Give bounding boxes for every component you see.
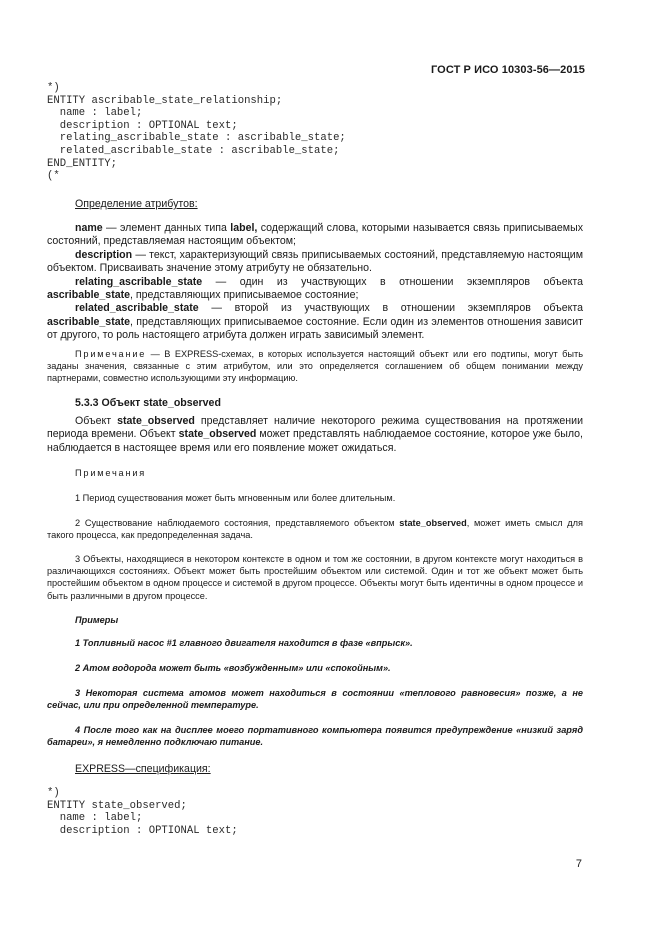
note-text: — В EXPRESS-схемах, в которых используется настоящий объект или его подтипы, могут быть заданы значения, связанные с этим атрибутом, или это определяется соглашением об общем понимании между партнерами, совместно использующими эту информацию.: [47, 349, 583, 384]
attribute-related-definition: related_ascribable_state — второй из участвующих в отношении экземпляров объекта ascribable_state, представляющих приписываемое состояние. Если один из элементов отношения зависит от другого, то роль настоящего атрибута должен играть зависимый элемент.: [47, 302, 583, 342]
attributes-definitions: [47, 222, 583, 343]
example-3: 3 Некоторая система атомов может находиться в состоянии «теплового равновесия» позже, а не сейчас, или при определенной температуре.: [47, 688, 583, 711]
note-label: Примечание: [75, 349, 147, 359]
express-code-block-bottom: *) ENTITY state_observed; name : label; description : OPTIONAL text;: [47, 787, 238, 837]
examples-label-block: [47, 614, 583, 626]
note-paragraph: [47, 348, 583, 385]
example-4: 4 После того как на дисплее моего портативного компьютера появится предупреждение «низкий заряд батареи», я немедленно подключаю питание.: [47, 725, 583, 748]
note-1: 1 Период существования может быть мгновенным или более длительным.: [75, 493, 396, 503]
example-2: 2 Атом водорода может быть «возбужденным» или «спокойным».: [75, 663, 391, 673]
notes-label-block: [47, 467, 583, 479]
section-title: 5.3.3 Объект state_observed: [75, 397, 221, 409]
attributes-heading: Определение атрибутов:: [75, 198, 198, 210]
example-1: 1 Топливный насос #1 главного двигателя находится в фазе «впрыск».: [75, 638, 413, 648]
attribute-name-definition: name — элемент данных типа label, содержащий слова, которыми называется связь приписываемых состояний, представляемая настоящим объектом;: [47, 222, 583, 248]
note-2: 2 Существование наблюдаемого состояния, представляемого объектом state_observed, может иметь смысл для такого процесса, как предопределенная задача.: [47, 518, 583, 541]
page-number: 7: [575, 858, 582, 870]
standard-designation: ГОСТ Р ИСО 10303-56—2015: [430, 64, 585, 76]
attribute-description-definition: description — текст, характеризующий связь приписываемых состояний, представляемую настоящим объектом. Присваивать значение этому атрибуту не обязательно.: [47, 248, 583, 275]
section-paragraph: Объект state_observed представляет наличие некоторого режима существования на протяжении периода времени. Объект state_observed может представлять наблюдаемое состояние, которое уже было, наблюдается в настоящее время или его появление может ожидаться.: [47, 415, 583, 454]
express-spec-heading: EXPRESS—спецификация:: [75, 763, 211, 775]
notes-label: Примечания: [75, 468, 147, 478]
attribute-relating-definition: relating_ascribable_state — один из участвующих в отношении экземпляров объекта ascribable_state, представляющих приписываемое состояние;: [47, 275, 583, 302]
express-code-block-top: *) ENTITY ascribable_state_relationship; name : label; description : OPTIONAL text; relating_ascribable_state : ascribable_state; related_ascribable_state : ascribable_state; END_ENTITY; (*: [47, 82, 346, 183]
examples-label: Примеры: [75, 615, 119, 625]
note-3: 3 Объекты, находящиеся в некотором контексте в одном и том же состоянии, в другом контексте могут находиться в различающихся состояниях. Объект может быть простейшим объектом или системой. Один и тот же объект может быть простейшим объектом в одном процессе и системой в другом процессе. Объекты могут быть идентичны в одном процессе и быть различными в другом процессе.: [47, 554, 583, 601]
